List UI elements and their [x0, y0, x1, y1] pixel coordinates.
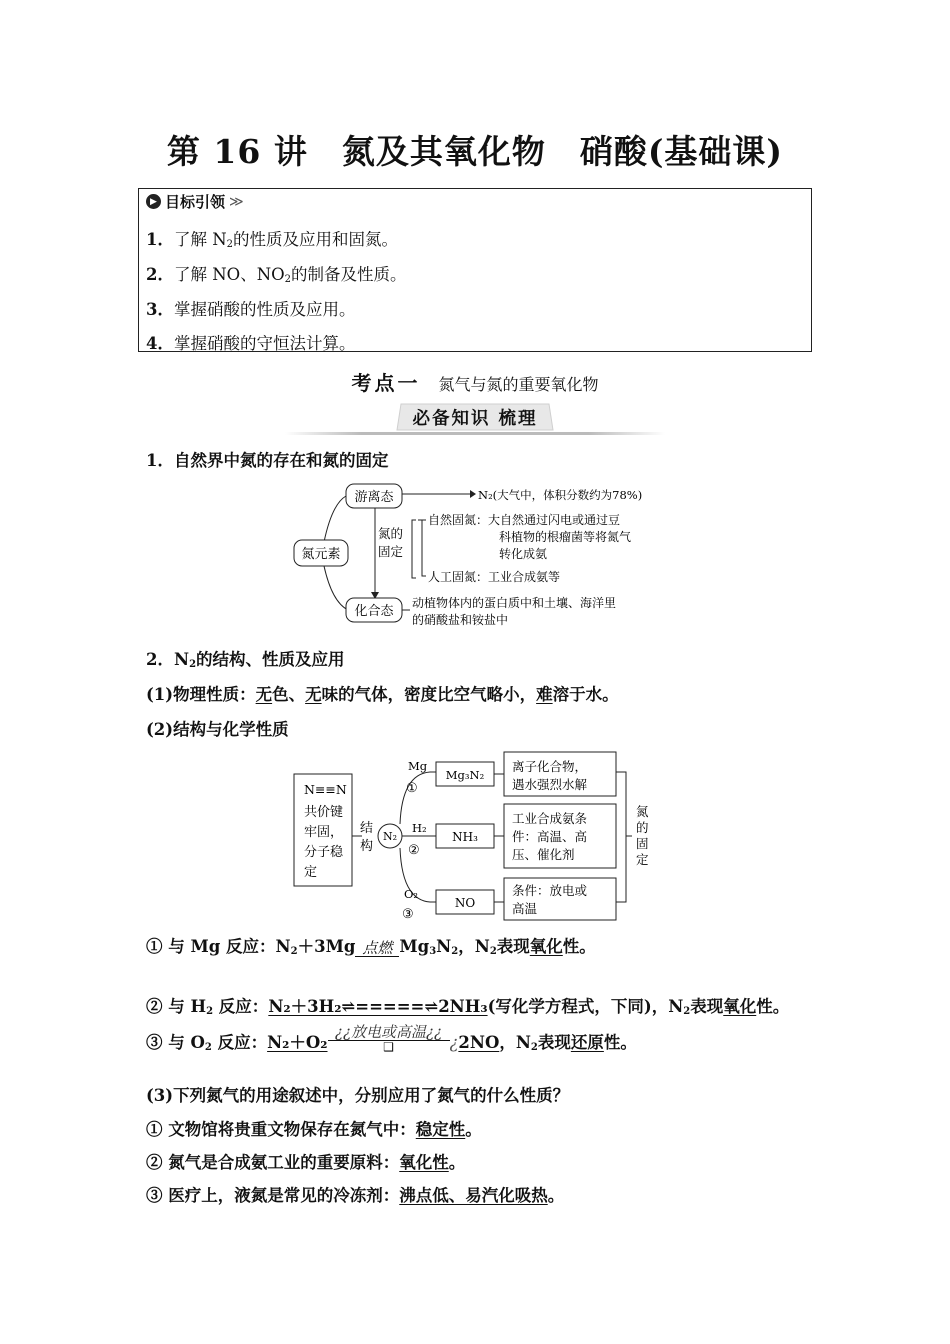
reagent-label: Mg — [408, 759, 428, 773]
product-label: NH₃ — [452, 830, 478, 844]
bracket-line — [616, 772, 626, 902]
objectives-header — [146, 191, 244, 212]
equation-h2: ② 与 $H_2$ 反应：N₂＋3H₂⇌=====⇌2NH₃(写化学方程式，下同)，$N_2$表现氧化性。 — [146, 997, 790, 1017]
structure-label: 构 — [360, 839, 374, 854]
branch-line — [400, 772, 436, 824]
artificial-fixation: 人工固氮：工业合成氨等 — [428, 570, 561, 584]
structure-label: 结 — [360, 821, 374, 836]
missing-glyph: ¿ — [449, 1033, 459, 1052]
uses-question: (3)下列氮气的用途叙述中，分别应用了氮气的什么性质？ — [146, 1086, 570, 1105]
product-label: Mg₃N₂ — [445, 768, 485, 782]
n2-structure-diagram — [290, 748, 662, 924]
answer-blank: N₂＋O₂ — [267, 1033, 328, 1052]
fixation-label-1: 氮的 — [378, 526, 404, 541]
equation-o2: ③ 与 $O_2$ 反应：N₂＋O₂ ¿¿放电或高温¿¿ ❑ ¿2NO，$N_2$表现还原性。 — [146, 1023, 637, 1054]
kaodian-heading — [0, 367, 950, 396]
n2-label: N₂ — [382, 830, 398, 843]
answer-blank: 沸点低、易汽化吸热 — [399, 1186, 548, 1205]
answer-blank: 2NO — [458, 1033, 500, 1052]
natural-fixation-2: 科植物的根瘤菌等将氮气 — [499, 530, 632, 544]
bracket-line — [412, 520, 416, 578]
compound-desc-2: 的硝酸盐和铵盐中 — [412, 613, 509, 627]
objective-item: 4．掌握硝酸的守恒法计算。 — [146, 334, 356, 353]
physical-properties: (1)物理性质：无色、无味的气体，密度比空气略小，难溶于水。 — [146, 685, 619, 704]
bracket-line — [422, 520, 426, 576]
banner-title: 必备知识 梳理 — [412, 409, 538, 429]
nitrogen-existence-diagram — [290, 480, 670, 632]
use-item: ① 文物馆将贵重文物保存在氮气中：稳定性。 — [146, 1120, 482, 1139]
objective-item: 2．了解 NO、$NO_2$的制备及性质。 — [146, 265, 407, 285]
answer-blank: 氧化性 — [399, 1153, 449, 1172]
desc-line: 高温 — [512, 901, 538, 916]
reaction-number: ③ — [402, 907, 414, 922]
reagent-label: H₂ — [412, 821, 427, 835]
branch-line — [324, 566, 348, 610]
chem-properties-label: (2)结构与化学性质 — [146, 720, 289, 739]
structure-line: 共价键 — [304, 805, 344, 820]
arrow-head — [470, 490, 476, 498]
answer-blank: 无 — [255, 685, 273, 704]
desc-line: 件：高温、高 — [512, 829, 588, 844]
desc-line: 条件：放电或 — [512, 883, 588, 898]
objectives-header-label: 目标引领 — [165, 193, 226, 211]
missing-glyph: ❑ — [383, 1040, 394, 1054]
right-label: 的 — [636, 820, 649, 835]
play-icon: ▶ — [146, 194, 161, 209]
kaodian-name: 氮气与氮的重要氧化物 — [438, 375, 599, 394]
fixation-label-2: 固定 — [378, 544, 404, 559]
root-label: 氮元素 — [301, 547, 341, 562]
natural-fixation-3: 转化成氨 — [499, 547, 548, 561]
desc-line: 工业合成氨条 — [512, 811, 588, 826]
section2-heading: 2．$N_2$的结构、性质及应用 — [146, 650, 345, 670]
right-label: 固 — [636, 836, 649, 851]
reaction-number: ② — [408, 843, 420, 858]
reagent-label: O₂ — [404, 887, 419, 901]
objective-item: 3．掌握硝酸的性质及应用。 — [146, 300, 356, 319]
structure-line: 分子稳 — [304, 845, 344, 860]
desc-line: 压、催化剂 — [512, 847, 575, 862]
reaction-number: ① — [406, 781, 418, 796]
objective-item: 1．了解 $N_2$的性质及应用和固氮。 — [146, 230, 399, 250]
compound-label: 化合态 — [354, 604, 394, 619]
right-label: 氮 — [636, 804, 649, 819]
double-chevron-icon: ≫ — [229, 193, 244, 210]
answer-blank: 难 — [536, 685, 553, 704]
equation-mg: ① 与 Mg 反应：$N_2+3Mg$ 点燃 $Mg_3N_2$，$N_2$表现氧化性。 — [146, 937, 596, 957]
desc-line: 遇水强烈水解 — [512, 777, 588, 792]
structure-line: 牢固， — [304, 825, 344, 840]
structure-line: N≡≡N — [304, 782, 347, 797]
right-label: 定 — [636, 852, 649, 867]
answer-blank: N₂＋3H₂⇌=====⇌2NH₃ — [268, 997, 488, 1016]
reaction-condition: 点燃 — [362, 939, 393, 957]
free-label: 游离态 — [354, 490, 394, 505]
compound-desc-1: 动植物体内的蛋白质中和土壤、海洋里 — [412, 596, 617, 610]
answer-blank: 无 — [305, 685, 322, 704]
answer-blank: 还原 — [570, 1033, 604, 1052]
answer-blank: 稳定性 — [415, 1120, 466, 1139]
free-desc: N₂(大气中，体积分数约为78%) — [478, 488, 643, 502]
use-item: ② 氮气是合成氨工业的重要原料：氧化性。 — [146, 1153, 466, 1172]
section1-heading: 1．自然界中氮的存在和氮的固定 — [146, 451, 389, 470]
kaodian-label: 考点一 — [351, 371, 421, 395]
use-item: ③ 医疗上，液氮是常见的冷冻剂：沸点低、易汽化吸热。 — [146, 1186, 565, 1205]
branch-line — [324, 496, 346, 542]
natural-fixation: 自然固氮：大自然通过闪电或通过豆 — [428, 513, 621, 527]
reaction-condition: ¿¿放电或高温¿¿ — [334, 1023, 443, 1041]
banner-underline — [285, 432, 665, 435]
answer-blank: 氧化 — [723, 997, 757, 1016]
desc-line: 离子化合物， — [512, 759, 588, 774]
structure-line: 定 — [304, 865, 318, 880]
answer-blank: 氧化 — [529, 937, 563, 956]
page-title: 第 16 讲 氮及其氧化物 硝酸(基础课) — [166, 132, 784, 171]
section-banner — [395, 400, 555, 434]
product-label: NO — [454, 896, 476, 910]
